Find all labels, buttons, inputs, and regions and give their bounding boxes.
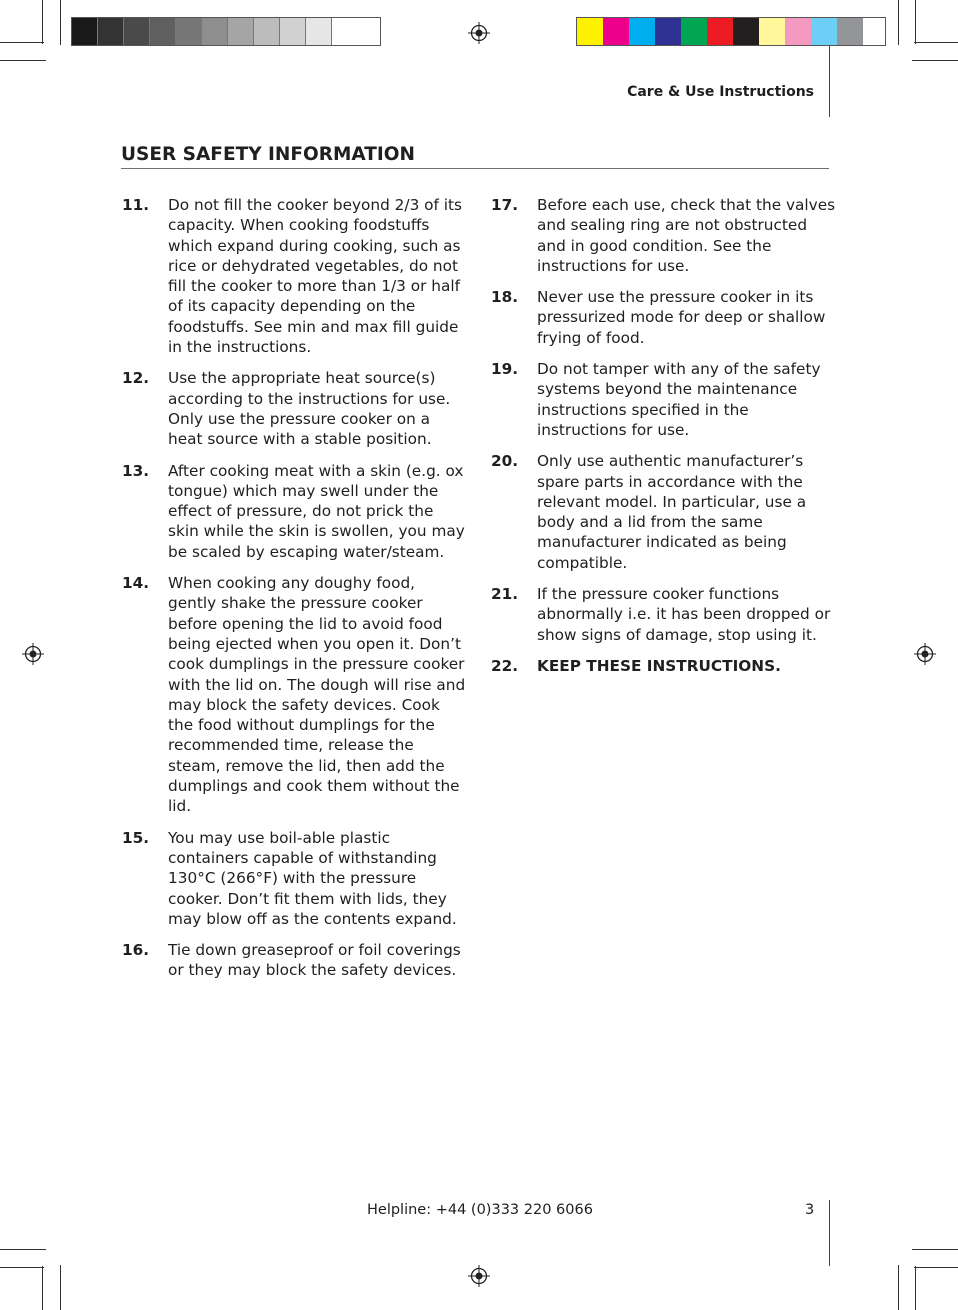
crop-mark — [914, 1267, 958, 1268]
process-color-bar — [576, 17, 886, 46]
item-number: 17. — [491, 196, 519, 214]
crop-mark — [898, 0, 899, 45]
color-swatch — [150, 18, 176, 45]
list-item — [491, 195, 836, 276]
item-text: Tie down greaseproof or foil coverings or they may block the safety devices. — [168, 941, 461, 980]
color-swatch — [280, 18, 306, 45]
color-swatch — [254, 18, 280, 45]
crop-mark — [912, 60, 958, 61]
color-swatch — [681, 18, 707, 45]
color-swatch — [707, 18, 733, 45]
color-swatch — [98, 18, 124, 45]
crop-mark — [42, 1266, 43, 1310]
color-swatch — [733, 18, 759, 45]
crop-mark — [42, 0, 43, 44]
color-swatch — [577, 18, 603, 45]
color-swatch — [202, 18, 228, 45]
item-number: 13. — [122, 461, 150, 480]
crop-mark — [914, 42, 958, 43]
right-column — [491, 195, 836, 687]
list-item — [122, 461, 467, 562]
page-number: 3 — [805, 1202, 815, 1218]
color-swatch — [228, 18, 254, 45]
item-text: You may use boil-able plastic containers capable of withstanding 130°C (266°F) with the pressure cooker. Don’t fit them with lids, they may blow off as the contents expand. — [168, 828, 457, 928]
registration-mark-icon — [22, 643, 44, 665]
list-item — [122, 195, 467, 357]
item-number: 21. — [491, 585, 519, 604]
color-swatch — [837, 18, 863, 45]
color-swatch — [603, 18, 629, 45]
crop-mark — [0, 1249, 46, 1250]
item-number: 12. — [122, 369, 150, 388]
item-number: 20. — [491, 452, 519, 471]
color-swatch — [124, 18, 150, 45]
registration-mark-icon — [914, 643, 936, 665]
list-item — [491, 287, 836, 348]
item-number: 11. — [122, 196, 150, 214]
color-swatch — [655, 18, 681, 45]
list-item — [491, 451, 836, 573]
color-swatch — [176, 18, 202, 45]
item-text: Do not fill the cooker beyond 2/3 of its capacity. When cooking foodstuffs which expand during cooking, such as rice or dehydrated vegetables, do not fill the cooker to more than 1/3 or half of its capacity depending on the foodstuffs. See min and max fill guide in the instructions. — [168, 196, 462, 357]
margin-line — [829, 1200, 830, 1266]
list-item — [122, 368, 467, 449]
margin-line — [829, 46, 830, 117]
crop-mark — [0, 42, 44, 43]
left-column — [122, 195, 467, 992]
list-item — [491, 584, 836, 645]
item-number: 19. — [491, 360, 519, 379]
list-item — [491, 656, 836, 676]
list-item — [122, 828, 467, 929]
grayscale-color-bar — [71, 17, 381, 46]
section-title: USER SAFETY INFORMATION — [121, 144, 416, 165]
crop-mark — [915, 1266, 916, 1310]
color-swatch — [629, 18, 655, 45]
item-text: Do not tamper with any of the safety systems beyond the maintenance instructions specified in the instructions for use. — [537, 360, 821, 439]
crop-mark — [898, 1265, 899, 1310]
helpline: Helpline: +44 (0)333 220 6066 — [367, 1202, 593, 1218]
running-head: Care & Use Instructions — [627, 84, 814, 100]
registration-mark-icon — [468, 22, 490, 44]
crop-mark — [0, 1267, 44, 1268]
item-number: 15. — [122, 828, 150, 847]
item-text: Use the appropriate heat source(s) according to the instructions for use. Only use the pressure cooker on a heat source with a stable position. — [168, 369, 451, 449]
color-swatch — [811, 18, 837, 45]
list-item — [491, 359, 836, 440]
item-number: 18. — [491, 288, 519, 307]
crop-mark — [60, 0, 61, 45]
list-item — [122, 940, 467, 981]
crop-mark — [912, 1249, 958, 1250]
item-text: Before each use, check that the valves and sealing ring are not obstructed and in good condition. See the instructions for use. — [537, 196, 836, 275]
item-text: After cooking meat with a skin (e.g. ox tongue) which may swell under the effect of pressure, do not prick the skin while the skin is swollen, you may be scaled by escaping water/steam. — [168, 461, 465, 561]
item-text: KEEP THESE INSTRUCTIONS. — [537, 656, 781, 675]
item-number: 14. — [122, 574, 150, 593]
title-rule — [121, 168, 829, 169]
color-swatch — [306, 18, 332, 45]
item-number: 22. — [491, 656, 519, 675]
item-text: When cooking any doughy food, gently shake the pressure cooker before opening the lid to avoid food being ejected when you open it. Don’t cook dumplings in the pressure cooker with the lid on. The dough will rise and may block the safety devices. Cook the food without dumplings for the recommended time, release the steam, remove the lid, then add the dumplings and cook them without the lid. — [168, 574, 466, 816]
color-swatch — [759, 18, 785, 45]
crop-mark — [915, 0, 916, 44]
registration-mark-icon — [468, 1265, 490, 1287]
item-number: 16. — [122, 941, 150, 960]
item-text: Only use authentic manufacturer’s spare parts in accordance with the relevant model. In particular, use a body and a lid from the same manufacturer indicated as being compatible. — [537, 452, 807, 572]
item-text: Never use the pressure cooker in its pressurized mode for deep or shallow frying of food. — [537, 288, 826, 347]
crop-mark — [0, 60, 46, 61]
item-text: If the pressure cooker functions abnormally i.e. it has been dropped or show signs of damage, stop using it. — [537, 585, 831, 644]
list-item — [122, 573, 467, 817]
crop-mark — [60, 1265, 61, 1310]
color-swatch — [785, 18, 811, 45]
color-swatch — [332, 18, 358, 45]
color-swatch — [72, 18, 98, 45]
